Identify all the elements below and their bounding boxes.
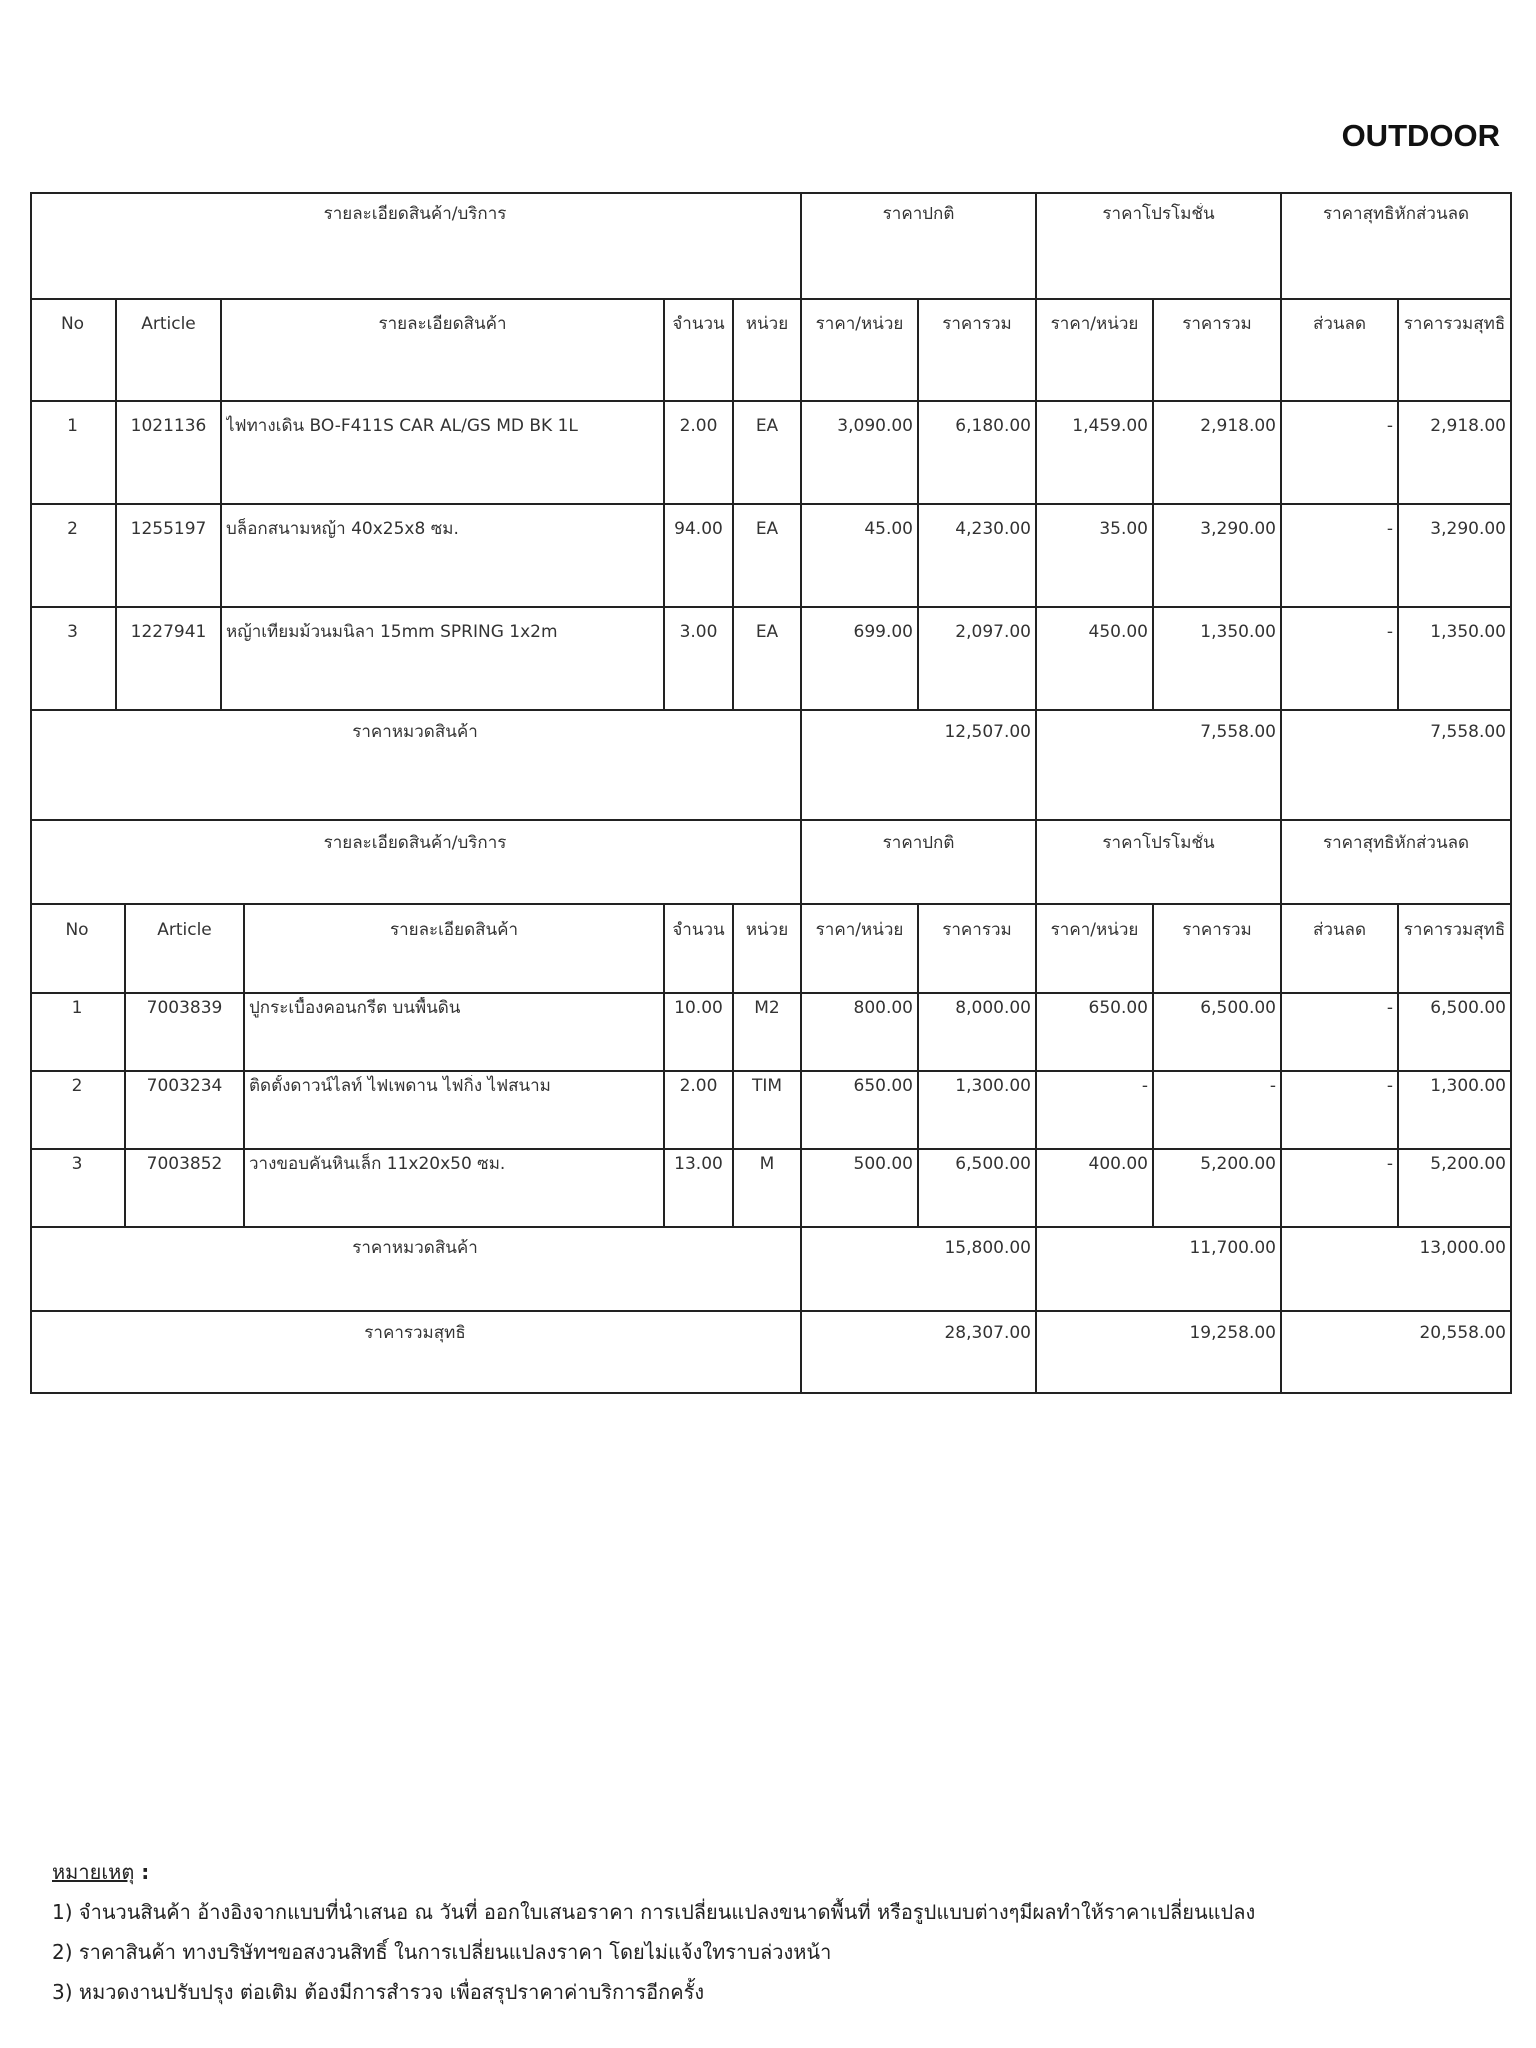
col-header-discount: ส่วนลด: [1312, 920, 1366, 940]
row-discount: -: [1386, 416, 1393, 436]
subtotal-normal: 12,507.00: [944, 722, 1031, 742]
row-article: 1021136: [130, 416, 207, 436]
table-line: [124, 903, 126, 1226]
row-discount: -: [1386, 998, 1393, 1018]
group-header-normal-price: ราคาปกติ: [882, 833, 955, 853]
row-qty: 3.00: [679, 622, 718, 642]
row-promo-unit-price: 35.00: [1099, 519, 1148, 539]
subtotal-net: 7,558.00: [1430, 722, 1506, 742]
row-total: 6,180.00: [955, 416, 1031, 436]
grand-total-promo: 19,258.00: [1189, 1323, 1276, 1343]
row-unit: EA: [755, 416, 779, 436]
row-promo-total: 6,500.00: [1200, 998, 1276, 1018]
row-total: 6,500.00: [955, 1154, 1031, 1174]
row-unit-price: 500.00: [853, 1154, 913, 1174]
row-discount: -: [1386, 519, 1393, 539]
table-line: [30, 992, 1512, 994]
row-article: 7003839: [146, 998, 223, 1018]
row-promo-unit-price: 1,459.00: [1072, 416, 1148, 436]
table-line: [30, 298, 1512, 300]
group-header-net-price: ราคาสุทธิหักส่วนลด: [1322, 833, 1470, 853]
row-article: 7003852: [146, 1154, 223, 1174]
table-line: [663, 903, 665, 1226]
group-header-promo-price: ราคาโปรโมชั่น: [1102, 833, 1215, 853]
row-description: ติดตั้งดาวน์ไลท์ ไฟเพดาน ไฟกิ่ง ไฟสนาม: [249, 1076, 551, 1096]
row-qty: 10.00: [674, 998, 723, 1018]
table-line: [30, 903, 1512, 905]
col-header-article: Article: [157, 920, 212, 940]
col-header-promo-unit-price: ราคา/หน่วย: [1050, 314, 1139, 334]
table-line: [1152, 903, 1154, 1226]
group-header-normal-price: ราคาปกติ: [882, 204, 955, 224]
row-net-total: 5,200.00: [1430, 1154, 1506, 1174]
table-line: [1280, 192, 1282, 1394]
row-no: 1: [67, 416, 78, 436]
col-header-unit: หน่วย: [745, 920, 789, 940]
row-promo-total: 3,290.00: [1200, 519, 1276, 539]
row-net-total: 2,918.00: [1430, 416, 1506, 436]
col-header-total: ราคารวม: [942, 314, 1012, 334]
table-line: [220, 298, 222, 709]
row-qty: 2.00: [679, 1076, 718, 1096]
grand-total-label: ราคารวมสุทธิ: [364, 1323, 466, 1343]
table-line: [30, 709, 1512, 711]
row-discount: -: [1386, 1154, 1393, 1174]
row-total: 1,300.00: [955, 1076, 1031, 1096]
col-header-qty: จำนวน: [672, 314, 725, 334]
row-description: บล็อกสนามหญ้า 40x25x8 ซม.: [226, 519, 459, 539]
subtotal-label: ราคาหมวดสินค้า: [352, 1238, 478, 1258]
row-description: วางขอบคันหินเล็ก 11x20x50 ซม.: [249, 1154, 506, 1174]
grand-total-net: 20,558.00: [1419, 1323, 1506, 1343]
table-line: [243, 903, 245, 1226]
row-unit: TIM: [751, 1076, 783, 1096]
table-border-right: [1510, 192, 1512, 1394]
table-line: [30, 606, 1512, 608]
row-description: ไฟทางเดิน BO-F411S CAR AL/GS MD BK 1L: [226, 416, 578, 436]
col-header-no: No: [65, 920, 89, 940]
row-qty: 13.00: [674, 1154, 723, 1174]
group-header-net-price: ราคาสุทธิหักส่วนลด: [1322, 204, 1470, 224]
row-total: 4,230.00: [955, 519, 1031, 539]
col-header-qty: จำนวน: [672, 920, 725, 940]
table-border-bottom: [30, 1392, 1512, 1394]
row-promo-unit-price: 650.00: [1088, 998, 1148, 1018]
row-discount: -: [1386, 1076, 1393, 1096]
col-header-unit: หน่วย: [745, 314, 789, 334]
row-unit-price: 45.00: [864, 519, 913, 539]
row-net-total: 6,500.00: [1430, 998, 1506, 1018]
row-total: 2,097.00: [955, 622, 1031, 642]
table-line: [663, 298, 665, 709]
row-unit: M2: [754, 998, 780, 1018]
row-promo-total: 5,200.00: [1200, 1154, 1276, 1174]
table-line: [917, 903, 919, 1226]
row-qty: 94.00: [674, 519, 723, 539]
col-header-unit-price: ราคา/หน่วย: [815, 314, 904, 334]
table-line: [1397, 298, 1399, 709]
row-no: 3: [71, 1154, 83, 1174]
notes-heading-colon: :: [134, 1860, 150, 1884]
group-header-description: รายละเอียดสินค้า/บริการ: [323, 833, 507, 853]
row-unit-price: 3,090.00: [837, 416, 913, 436]
subtotal-normal: 15,800.00: [944, 1238, 1031, 1258]
table-line: [1152, 298, 1154, 709]
row-promo-total: 2,918.00: [1200, 416, 1276, 436]
table-line: [30, 503, 1512, 505]
notes-heading-line: [52, 1852, 1502, 1892]
row-no: 3: [67, 622, 78, 642]
table-line: [1035, 192, 1037, 1394]
row-promo-total: 1,350.00: [1200, 622, 1276, 642]
row-description: ปูกระเบื้องคอนกรีต บนพื้นดิน: [249, 998, 461, 1018]
table-line: [917, 298, 919, 709]
table-line: [800, 192, 802, 1394]
row-promo-total: -: [1269, 1076, 1276, 1096]
row-unit-price: 800.00: [853, 998, 913, 1018]
table-line: [732, 903, 734, 1226]
note-item: 3) หมวดงานปรับปรุง ต่อเติม ต้องมีการสำรวจ เพื่อสรุปราคาค่าบริการอีกครั้ง: [52, 1980, 705, 2004]
table-line: [30, 400, 1512, 402]
quotation-table: [30, 192, 1512, 1392]
col-header-description: รายละเอียดสินค้า: [389, 920, 519, 940]
row-unit: EA: [755, 519, 779, 539]
subtotal-net: 13,000.00: [1419, 1238, 1506, 1258]
row-article: 1255197: [130, 519, 207, 539]
row-net-total: 1,300.00: [1430, 1076, 1506, 1096]
subtotal-promo: 7,558.00: [1200, 722, 1276, 742]
col-header-no: No: [60, 314, 85, 334]
row-article: 1227941: [130, 622, 207, 642]
subtotal-promo: 11,700.00: [1189, 1238, 1276, 1258]
table-line: [30, 1226, 1512, 1228]
col-header-net-total: ราคารวมสุทธิ: [1403, 920, 1506, 940]
col-header-total: ราคารวม: [942, 920, 1012, 940]
note-item: 1) จำนวนสินค้า อ้างอิงจากแบบที่นำเสนอ ณ วันที่ ออกใบเสนอราคา การเปลี่ยนแปลงขนาดพื้นที่ หรือรูปแบบต่างๆมีผลทำให้ราคาเปลี่ยนแปลง: [52, 1900, 1256, 1924]
row-unit-price: 699.00: [853, 622, 913, 642]
col-header-discount: ส่วนลด: [1312, 314, 1366, 334]
table-line: [732, 298, 734, 709]
col-header-promo-total: ราคารวม: [1182, 314, 1252, 334]
row-no: 1: [71, 998, 83, 1018]
group-header-description: รายละเอียดสินค้า/บริการ: [323, 204, 507, 224]
row-unit: M: [759, 1154, 775, 1174]
col-header-promo-unit-price: ราคา/หน่วย: [1050, 920, 1139, 940]
table-line: [1397, 903, 1399, 1226]
notes-section: [52, 1852, 1502, 2012]
row-description: หญ้าเทียมม้วนมนิลา 15mm SPRING 1x2m: [226, 622, 558, 642]
row-net-total: 3,290.00: [1430, 519, 1506, 539]
row-no: 2: [71, 1076, 83, 1096]
subtotal-label: ราคาหมวดสินค้า: [352, 722, 478, 742]
col-header-unit-price: ราคา/หน่วย: [815, 920, 904, 940]
row-promo-unit-price: -: [1141, 1076, 1148, 1096]
col-header-net-total: ราคารวมสุทธิ: [1403, 314, 1506, 334]
table-line: [30, 819, 1512, 821]
table-border-left: [30, 192, 32, 1394]
col-header-description: รายละเอียดสินค้า: [378, 314, 507, 334]
note-item: 2) ราคาสินค้า ทางบริษัทฯขอสงวนสิทธิ์ ในการเปลี่ยนแปลงราคา โดยไม่แจ้งใทราบล่วงหน้า: [52, 1940, 832, 1964]
table-border-top: [30, 192, 1512, 194]
table-line: [30, 1310, 1512, 1312]
notes-heading: หมายเหตุ: [52, 1860, 135, 1884]
col-header-promo-total: ราคารวม: [1182, 920, 1252, 940]
row-promo-unit-price: 400.00: [1088, 1154, 1148, 1174]
row-promo-unit-price: 450.00: [1088, 622, 1148, 642]
row-unit-price: 650.00: [853, 1076, 913, 1096]
row-qty: 2.00: [679, 416, 718, 436]
row-discount: -: [1386, 622, 1393, 642]
group-header-promo-price: ราคาโปรโมชั่น: [1102, 204, 1215, 224]
row-unit: EA: [755, 622, 779, 642]
row-total: 8,000.00: [955, 998, 1031, 1018]
row-no: 2: [67, 519, 78, 539]
page-title: OUTDOOR: [1341, 118, 1500, 153]
table-line: [115, 298, 117, 709]
table-line: [30, 1070, 1512, 1072]
row-net-total: 1,350.00: [1430, 622, 1506, 642]
row-article: 7003234: [146, 1076, 223, 1096]
table-line: [30, 1148, 1512, 1150]
grand-total-normal: 28,307.00: [944, 1323, 1031, 1343]
col-header-article: Article: [141, 314, 196, 334]
